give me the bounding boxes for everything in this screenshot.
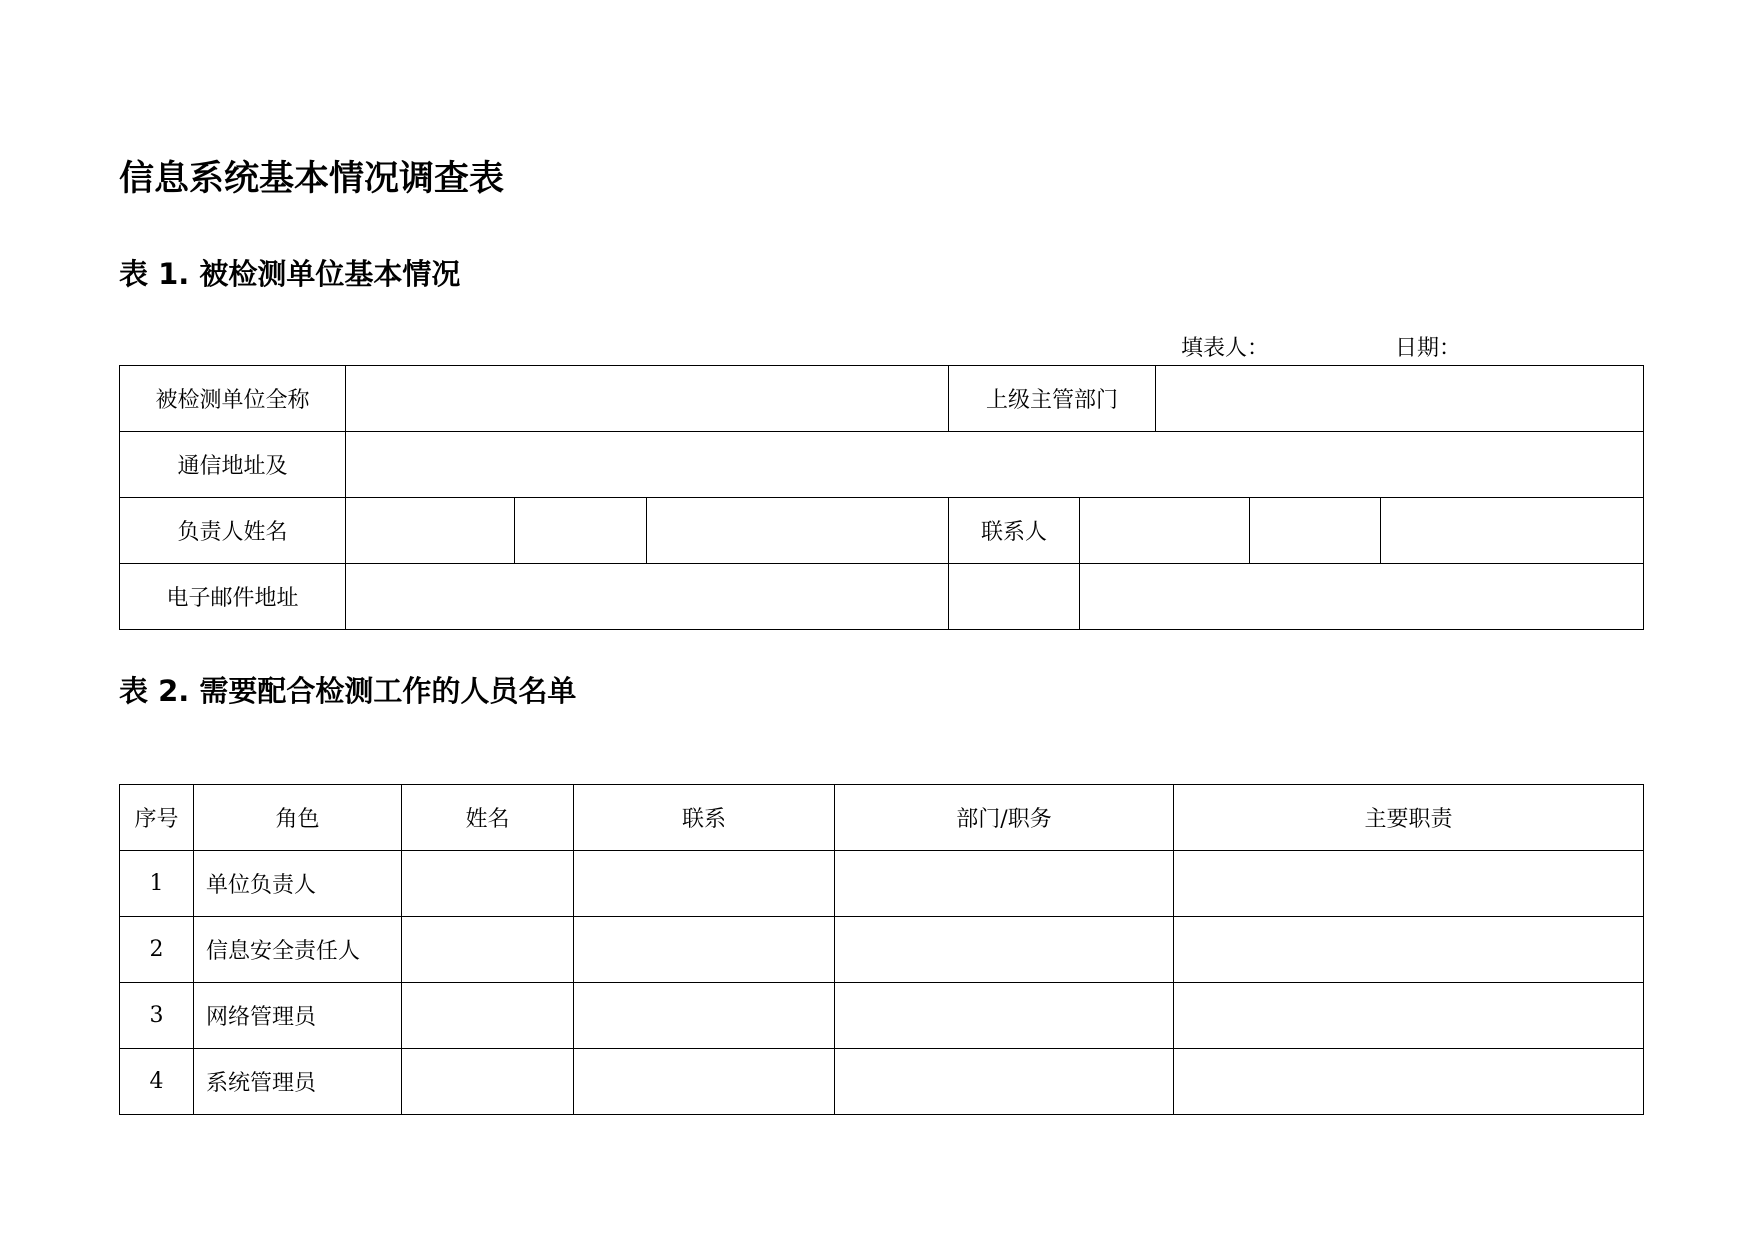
row-name-field[interactable] (402, 917, 574, 983)
table-row (120, 498, 1644, 564)
row-no: 1 (120, 851, 194, 917)
email-extra-cell[interactable] (949, 564, 1080, 630)
superior-department-field[interactable] (1156, 366, 1644, 432)
unit-info-table (119, 365, 1644, 630)
row-no: 4 (120, 1049, 194, 1115)
table-row (120, 983, 1644, 1049)
table-row (120, 851, 1644, 917)
document-title: 信息系统基本情况调查表 (119, 159, 505, 199)
row-name-field[interactable] (402, 983, 574, 1049)
person-in-charge-name-field[interactable] (346, 498, 515, 564)
table-row (120, 1049, 1644, 1115)
unit-full-name-label: 被检测单位全称 (120, 366, 346, 432)
contact-person-field-2[interactable] (1250, 498, 1381, 564)
table1-caption: 表 1. 被检测单位基本情况 (119, 257, 461, 291)
header-main-duties: 主要职责 (1174, 785, 1644, 851)
unit-full-name-field[interactable] (346, 366, 949, 432)
table-row (120, 432, 1644, 498)
email-address-label: 电子邮件地址 (120, 564, 346, 630)
table-row (120, 564, 1644, 630)
email-address-field[interactable] (346, 564, 949, 630)
row-role: 单位负责人 (194, 851, 402, 917)
row-contact-field[interactable] (574, 983, 835, 1049)
row-contact-field[interactable] (574, 851, 835, 917)
person-in-charge-field-2[interactable] (515, 498, 647, 564)
table2-caption: 表 2. 需要配合检测工作的人员名单 (119, 674, 577, 708)
row-department-field[interactable] (835, 917, 1174, 983)
row-duties-field[interactable] (1174, 983, 1644, 1049)
header-role: 角色 (194, 785, 402, 851)
header-no: 序号 (120, 785, 194, 851)
email-extra-field[interactable] (1080, 564, 1644, 630)
row-name-field[interactable] (402, 1049, 574, 1115)
person-in-charge-name-label: 负责人姓名 (120, 498, 346, 564)
superior-department-label: 上级主管部门 (949, 366, 1156, 432)
row-contact-field[interactable] (574, 1049, 835, 1115)
row-department-field[interactable] (835, 983, 1174, 1049)
row-role: 系统管理员 (194, 1049, 402, 1115)
table-row (120, 366, 1644, 432)
contact-person-field-3[interactable] (1381, 498, 1644, 564)
row-duties-field[interactable] (1174, 851, 1644, 917)
row-no: 3 (120, 983, 194, 1049)
row-role: 网络管理员 (194, 983, 402, 1049)
personnel-table (119, 784, 1644, 1115)
date-label: 日期： (1395, 336, 1462, 361)
person-in-charge-field-3[interactable] (647, 498, 949, 564)
row-name-field[interactable] (402, 851, 574, 917)
row-contact-field[interactable] (574, 917, 835, 983)
row-no: 2 (120, 917, 194, 983)
mailing-address-field[interactable] (346, 432, 1644, 498)
header-department-position: 部门/职务 (835, 785, 1174, 851)
table-row (120, 917, 1644, 983)
row-department-field[interactable] (835, 851, 1174, 917)
row-duties-field[interactable] (1174, 1049, 1644, 1115)
mailing-address-label: 通信地址及 (120, 432, 346, 498)
contact-person-field[interactable] (1080, 498, 1250, 564)
filler-label: 填表人： (1181, 336, 1270, 361)
row-duties-field[interactable] (1174, 917, 1644, 983)
contact-person-label: 联系人 (949, 498, 1080, 564)
header-contact: 联系 (574, 785, 835, 851)
header-name: 姓名 (402, 785, 574, 851)
table-header-row (120, 785, 1644, 851)
row-department-field[interactable] (835, 1049, 1174, 1115)
row-role: 信息安全责任人 (194, 917, 402, 983)
